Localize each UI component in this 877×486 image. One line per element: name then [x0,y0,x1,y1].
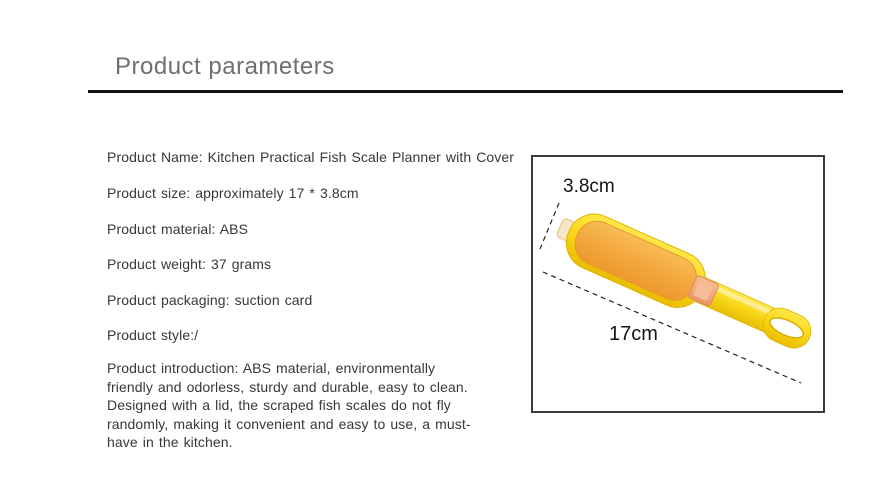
width-dimension-line [540,203,559,249]
width-dimension-label: 3.8cm [563,176,615,197]
spec-product-introduction: Product introduction: ABS material, environmentally friendly and odorless, sturdy and durable, easy to clean. Designed with a lid, the scraped fish scales do not fly randomly, making it convenient and easy to use, a must-have in the kitchen. [107,360,471,450]
length-dimension-label: 17cm [609,323,658,345]
title-underline [88,90,843,93]
spec-product-name: Product Name: Kitchen Practical Fish Scale Planner with Cover [107,149,515,165]
spec-product-packaging: Product packaging: suction card [107,292,313,308]
page-title: Product parameters [115,53,335,80]
spec-product-size: Product size: approximately 17 * 3.8cm [107,185,359,201]
product-figure-box [531,155,825,413]
spec-product-style: Product style:/ [107,327,199,343]
scraper-lid [568,215,703,307]
spec-product-weight: Product weight: 37 grams [107,256,272,272]
fish-scale-scraper [549,201,821,363]
spec-product-material: Product material: ABS [107,221,249,237]
